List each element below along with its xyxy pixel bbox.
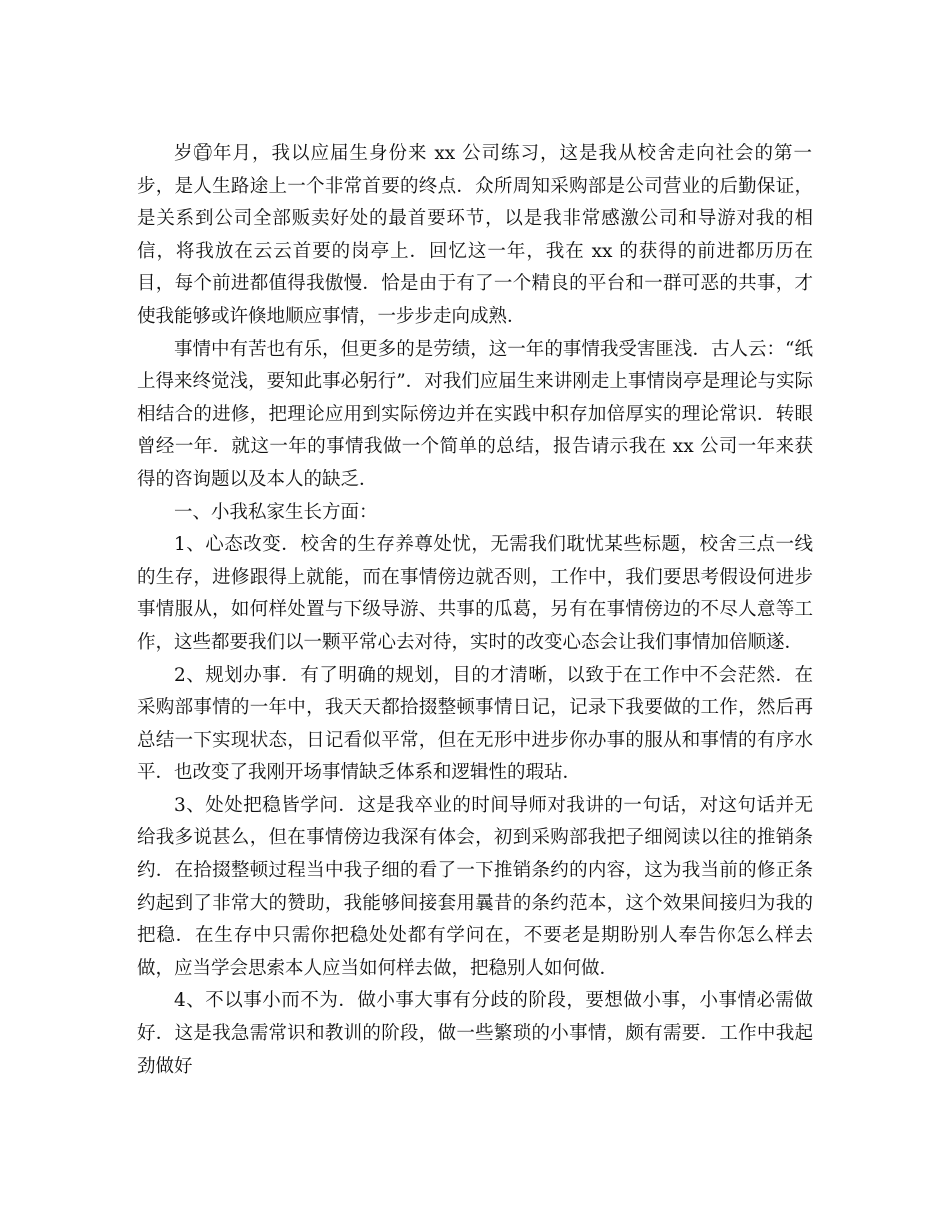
paragraph-summary: 事情中有苦也有乐，但更多的是劳绩，这一年的事情我受害匪浅．古人云：“纸上得来终觉浅，要知此事必躬行”．对我们应届生来讲刚走上事情岗亭是理论与实际相结合的进修，把理论应用到实际傍边并在实践中积存加倍厚实的理论常识．转眼曾经一年．就这一年的事情我做一个简单的总结，报告请示我在 xx 公司一年来获得的咨询题以及本人的缺乏． bbox=[137, 338, 813, 490]
paragraph-point-2: 2、规划办事．有了明确的规划，目的才清晰，以致于在工作中不会茫然．在采购部事情的一年中，我天天都拾掇整顿事情日记，记录下我要做的工作，然后再总结一下实现状态，日记看似平常，但在无形中进步你办事的服从和事情的有序水平．也改变了我刚开场事情缺乏体系和逻辑性的瑕玷． bbox=[137, 664, 813, 784]
paragraph-point-3: 3、处处把稳皆学问．这是我卒业的时间导师对我讲的一句话，对这句话并无给我多说甚么，但在事情傍边我深有体会，初到采购部我把子细阅读以往的推销条约．在拾掇整顿过程当中我子细的看了一下推销条约的内容，这为我当前的修正条约起到了非常大的赞助，我能够间接套用曩昔的条约范本，这个效果间接归为我的把稳．在生存中只需你把稳处处都有学问在，不要老是期盼别人奉告你怎么样去做，应当学会思索本人应当如何样去做，把稳别人如何做． bbox=[137, 794, 813, 979]
paragraph-point-1: 1、心态改变．校舍的生存养尊处忧，无需我们耽忧某些标题，校舍三点一线的生存，进修跟得上就能，而在事情傍边就否则，工作中，我们要思考假设何进步事情服从，如何样处置与下级导游、共事的瓜葛，另有在事情傍边的不尽人意等工作，这些都要我们以一颗平常心去对待，实时的改变心态会让我们事情加倍顺遂． bbox=[137, 534, 813, 653]
section-heading-personal-growth: 一、小我私家生长方面： bbox=[174, 501, 378, 523]
paragraph-point-4: 4、不以事小而不为．做小事大事有分歧的阶段，要想做小事，小事情必需做好．这是我急需常识和教训的阶段，做一些繁琐的小事情，颇有需要．工作中我起劲做好 bbox=[137, 990, 813, 1077]
document-body bbox=[137, 138, 813, 1083]
paragraph-intro: 岁首⃝年月，我以应届生身份来 xx 公司练习，这是我从校舍走向社会的第一步，是人生路途上一个非常首要的终点．众所周知采购部是公司营业的后勤保证，是关系到公司全部贩卖好处的最首要环节，以是我非常感激公司和导游对我的相信，将我放在云云首要的岗亭上．回忆这一年，我在 xx 的获得的前进都历历在目，每个前进都值得我傲慢．恰是由于有了一个精良的平台和一群可恶的共事，才使我能够或许倏地顺应事情，一步步走向成熟． bbox=[137, 143, 813, 327]
